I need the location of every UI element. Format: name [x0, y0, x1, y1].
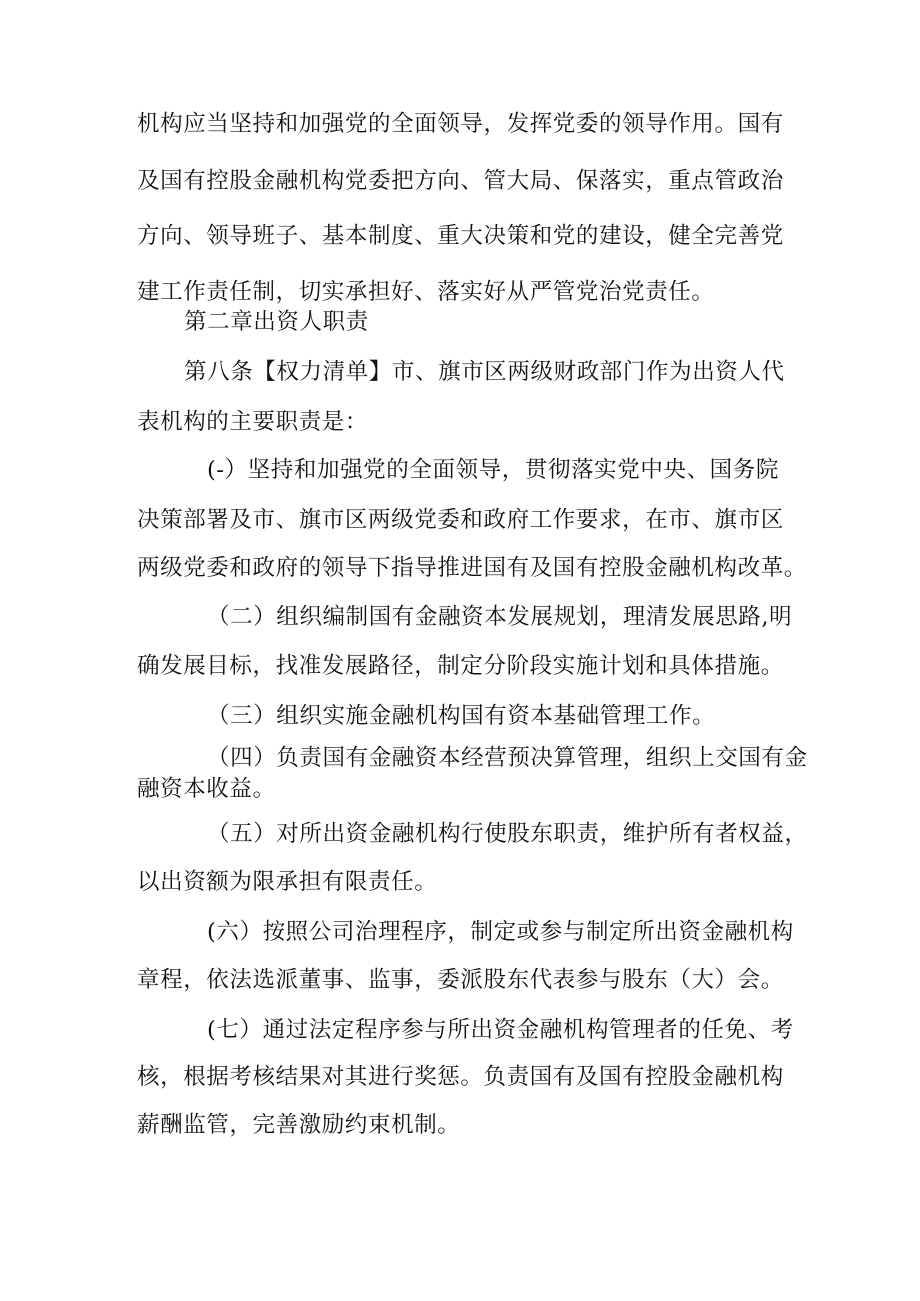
list-item: （四）负责国有金融资本经营预决算管理，组织上交国有金 [207, 745, 808, 771]
list-item: （三）组织实施金融机构国有资本基础管理工作。 [207, 703, 716, 729]
text-line: 以出资额为限承担有限责任。 [137, 869, 438, 895]
list-item: (七）通过法定程序参与所出资金融机构管理者的任免、考 [207, 1017, 794, 1043]
list-item: (六）按照公司治理程序，制定或参与制定所出资金融机构 [207, 919, 794, 945]
list-item: (-）坚持和加强党的全面领导，贯彻落实党中央、国务院 [207, 457, 779, 483]
list-item: （二）组织编制国有金融资本发展规划，理清发展思路,明 [207, 604, 793, 630]
text-line: 确发展目标，找准发展路径，制定分阶段实施计划和具体措施。 [137, 653, 784, 679]
text-line: 两级党委和政府的领导下指导推进国有及国有控股金融机构改革。 [137, 555, 807, 581]
text-line: 章程，依法选派董事、监事，委派股东代表参与股东（大）会。 [137, 967, 784, 993]
text-line: 融资本收益。 [137, 776, 276, 802]
list-item: （五）对所出资金融机构行使股东职责，维护所有者权益， [207, 821, 808, 847]
text-line: 方向、领导班子、基本制度、重大决策和党的建设，健全完善党 [137, 223, 784, 249]
chapter-heading: 第二章出资人职责 [184, 309, 369, 335]
text-line: 建工作责任制，切实承担好、落实好从严管党治党责任。 [137, 279, 715, 305]
text-line: 薪酬监管，完善激励约束机制。 [137, 1112, 461, 1138]
text-line: 决策部署及市、旗市区两级党委和政府工作要求，在市、旗市区 [137, 507, 784, 533]
text-line: 表机构的主要职责是： [137, 409, 369, 435]
text-line: 机构应当坚持和加强党的全面领导，发挥党委的领导作用。国有 [137, 111, 784, 137]
article-heading: 第八条【权力清单】市、旗市区两级财政部门作为出资人代 [184, 359, 785, 385]
text-line: 及国有控股金融机构党委把方向、管大局、保落实，重点管政治 [137, 168, 784, 194]
text-line: 核，根据考核结果对其进行奖惩。负责国有及国有控股金融机构 [137, 1064, 784, 1090]
